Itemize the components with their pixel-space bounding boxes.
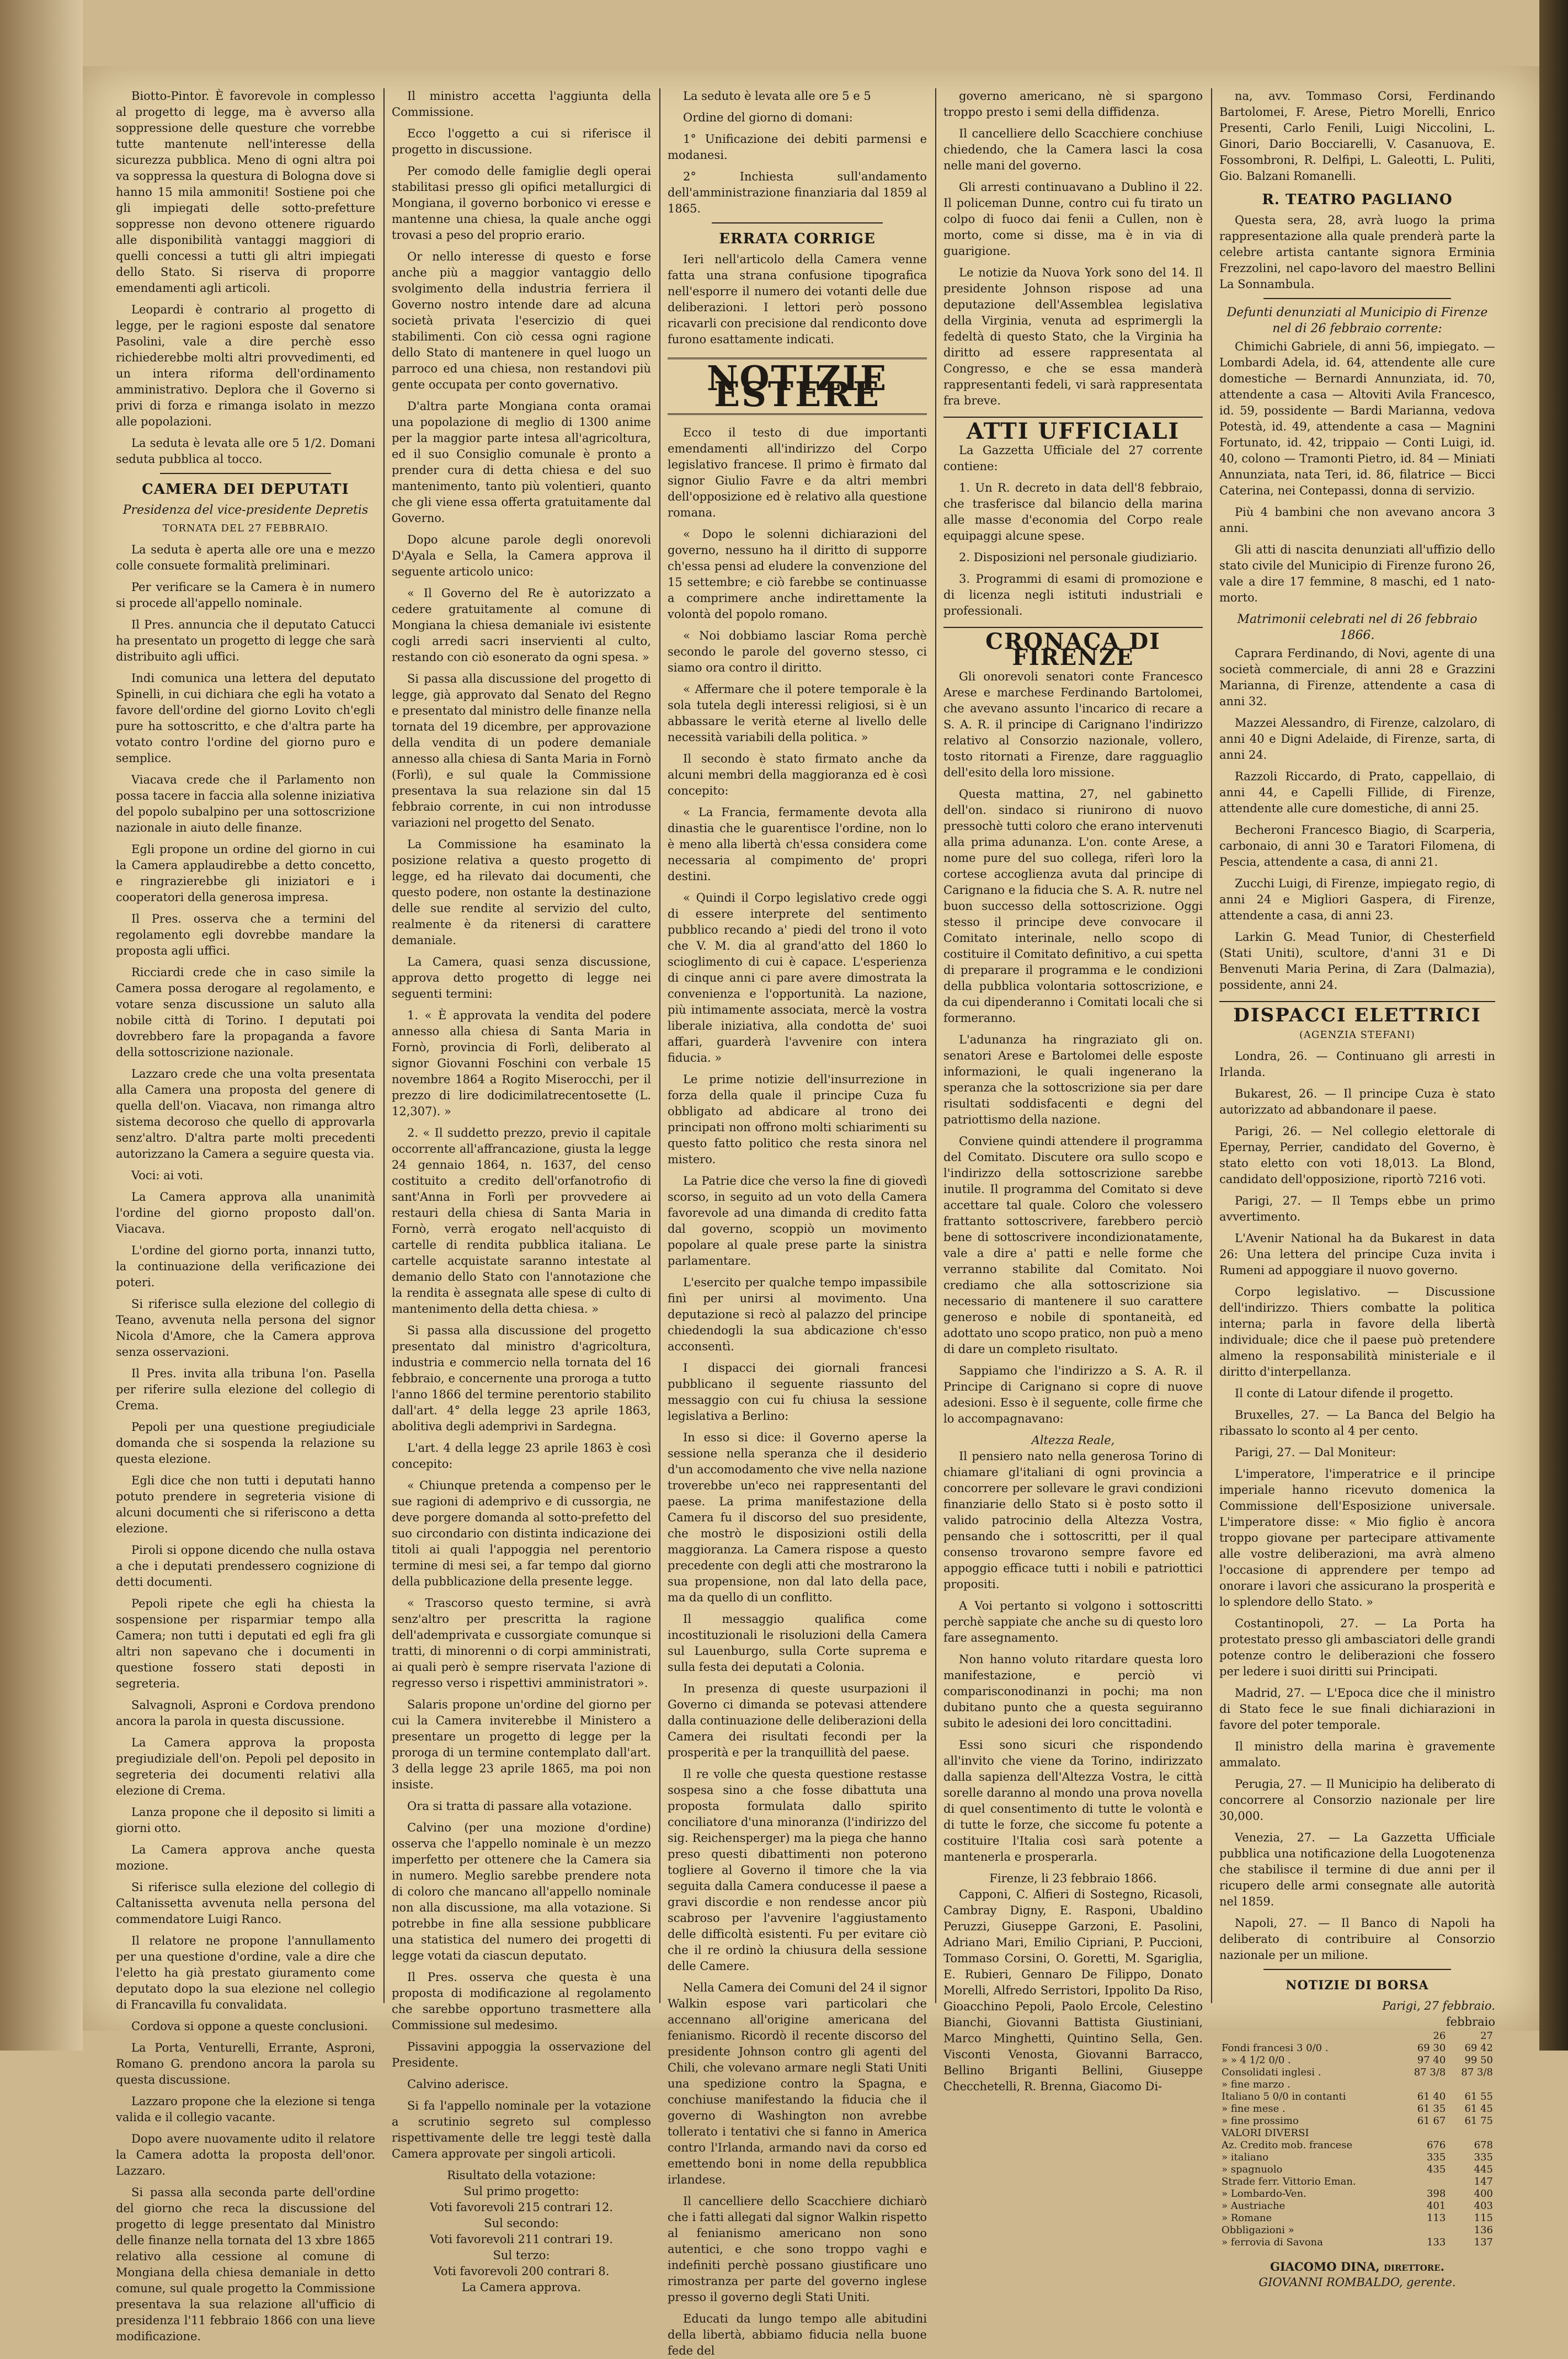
- paragraph: Chimichi Gabriele, di anni 56, impiegato. — Lombardi Adela, id. 64, attendente alle cure domestiche — Bernardi Annunziata, id. 70, attendente a casa — Altoviti Avila Francesco, id. 59, possidente — Bardi Marianna, vedova Potestà, id. 49, attendente a casa — Magnini Fortunato, id. 42, trippaio — Conti Luigi, id. 40, colono — Tramonti Pietro, id. 84 — Miniati Annunziata, nata Teri, id. 86, filatrice — Bicci Caterina, nei Contepassi, donna di servizio.: [1219, 340, 1495, 497]
- row-value: 61 55: [1464, 2091, 1493, 2102]
- paragraph: Larkin G. Mead Tunior, di Chesterfield (Stati Uniti), scultore, d'anni 31 e Di Benvenuti Maria Perina, di Zara (Dalmazia), possidente, anni 24.: [1219, 930, 1495, 992]
- paragraph: Più 4 bambini che non avevano ancora 3 anni.: [1219, 505, 1495, 535]
- table-row: [1219, 2091, 1495, 2103]
- table-row: [1219, 2115, 1495, 2127]
- paragraph: Zucchi Luigi, di Firenze, impiegato regio, di anni 24 e Migliori Gaspera, di Firenze, attendente a casa, di anni 23.: [1219, 877, 1495, 922]
- column-header: 27: [1480, 2030, 1493, 2042]
- column-rule: [383, 88, 385, 2003]
- row-value: [1401, 2176, 1448, 2188]
- florence-chronicle-heading: CRONACA DI FIRENZE: [943, 627, 1203, 665]
- table-row: [1219, 2103, 1495, 2115]
- paragraph: Si passa alla discussione del progetto di legge, già approvato dal Senato del Regno e presentato dal ministro delle finanze nella tornata del 19 dicembre, per approvazione della vendita di un podere demaniale annesso alla chiesa di Santa Maria in Fornò (Forlì), e sul quale la Commissione presentava la sua relazione sin dal 15 febbraio corrente, in cui non introdusse variazioni nel progetto del Senato.: [392, 672, 651, 829]
- row-label: » Austriache: [1222, 2200, 1286, 2212]
- telegrams-heading: DISPACCI ELETTRICI: [1219, 1001, 1495, 1024]
- paragraph: Nella Camera dei Comuni del 24 il signor Walkin espose vari particolari che accennano all'origine americana del fenianismo. Ricordò il recente discorso del presidente Johnson contro gli agenti del Chili, che volevano armare negli Stati Uniti una spedizione contro la Spagna, e conchiuse manifestando la fiducia che il governo di Washington non avrebbe tollerato i tentativi che si fanno in America contro l'Irlanda, armando navi da corso ed emettendo boni in nome della repubblica irlandese.: [668, 1981, 927, 2186]
- paragraph: Cordova si oppone a queste conclusioni.: [131, 2020, 368, 2033]
- column-rule: [1211, 88, 1212, 2003]
- row-label: Italiano 5 0/0 in contanti: [1222, 2091, 1346, 2102]
- row-value: 137: [1474, 2236, 1493, 2248]
- paragraph: Calvino (per una mozione d'ordine) osserva che l'appello nominale è un mezzo imperfetto per ottenere che la Camera sia in numero. Meglio sarebbe prendere nota di coloro che mancano all'appello nominale non alla discussione, ma alla votazione. Si potrebbe in fine alla sessione pubblicare una statistica del numero dei progetti di legge votati da ciascun deputato.: [392, 1821, 651, 1962]
- row-value: 676: [1426, 2139, 1446, 2151]
- dispatch: Parigi, 27. — Dal Moniteur:: [1235, 1446, 1396, 1459]
- vote-line: Voti favorevoli 211 contrari 19.: [429, 2233, 614, 2246]
- row-label: » fine mese .: [1222, 2103, 1286, 2115]
- bourse-heading: NOTIZIE DI BORSA: [1286, 1978, 1429, 1993]
- dispatch: Costantinopoli, 27. — La Porta ha protestato presso gli ambasciatori delle grandi potenze contro le deliberazioni che fossero per ledere i suoi diritti sui Principati.: [1219, 1617, 1495, 1678]
- table-row: [1219, 2042, 1495, 2054]
- vote-line: Sul secondo:: [484, 2217, 559, 2230]
- marriages-heading: Matrimonii celebrati nel di 26 febbraio 1866.: [1237, 613, 1478, 642]
- paragraph: 1. « È approvata la vendita del podere annesso alla chiesa di Santa Maria in Fornò, provincia di Forlì, deliberato al signor Giovanni Foschini con verbale 15 novembre 1864 a Rogito Miserocchi, per il prezzo di lire dodicimilatrecentosette (L. 12,307). »: [392, 1009, 651, 1118]
- signature-block: [1219, 2259, 1495, 2291]
- session-line: TORNATA DEL 27 FEBBRAIO.: [162, 523, 329, 534]
- section-heading: CAMERA DEI DEPUTATI: [142, 481, 349, 498]
- paragraph: Ieri nell'articolo della Camera venne fatta una strana confusione tipografica nell'esporre il numero dei votanti delle due deliberazioni. I lettori però possono ricavarli con precisione dal rendiconto dove furono esattamente indicati.: [668, 253, 927, 346]
- paragraph: La Commissione ha esaminato la posizione relativa a questo progetto di legge, ed ha rilevato dai documenti, che questo podere, non ostante la destinazione delle sue rendite al servizio del culto, realmente è da ritenersi di carattere demaniale.: [392, 838, 651, 947]
- paragraph: In presenza di queste usurpazioni il Governo ci dimanda se potevasi attendere dalla continuazione delle deliberazioni della Camera dei risultati fecondi per la prosperità e per la tranquillità del paese.: [668, 1682, 927, 1759]
- paragraph: Ecco l'oggetto a cui si riferisce il progetto in discussione.: [392, 127, 651, 156]
- errata-heading: ERRATA CORRIGE: [719, 231, 876, 247]
- column-rule: [659, 88, 660, 2003]
- row-label: Az. Credito mob. francese: [1222, 2139, 1353, 2151]
- row-value: [1448, 2127, 1495, 2139]
- vote-line: La Camera approva.: [461, 2281, 582, 2294]
- deaths-heading: Defunti denunziati al Municipio di Firenze nel di 26 febbraio corrente:: [1226, 306, 1488, 336]
- row-value: 61 40: [1417, 2091, 1446, 2102]
- paragraph: « Il Governo del Re è autorizzato a cedere gratuitamente al comune di Mongiana la chiesa demaniale ivi esistente cogli arredi sacri inservienti al culto, restando con ciò esonerato da ogni spesa. »: [392, 587, 651, 664]
- paragraph: « Noi dobbiamo lasciar Roma perchè secondo le parole del governo stesso, ci siamo ora contro il diritto.: [668, 629, 927, 674]
- paragraph: Becheroni Francesco Biagio, di Scarperia, carbonaio, di anni 30 e Taratori Filomena, di Pescia, attendente a casa, di anni 21.: [1219, 823, 1495, 869]
- paragraph: 2. « Il suddetto prezzo, previo il capitale occorrente all'affrancazione, giusta la legge 24 gennaio 1864, n. 1637, del censo costituito a credito dell'orfanotrofio di sant'Anna in Forlì per provvedere ai restauri della chiesa di Santa Maria in Fornò, verrà erogato nell'acquisto di cartelle di rendita pubblica italiana. Le cartelle acquistate saranno intestate al demanio dello Stato con l'annotazione che la rendita è assegnata alle spese di culto di mantenimento della detta chiesa. »: [392, 1126, 651, 1316]
- paragraph: Le notizie da Nuova York sono del 14. Il presidente Johnson rispose ad una deputazione dell'Assemblea legislativa della Virginia, venuta ad esprimergli la fedeltà di questo Stato, che la Virginia ha diritto ad essere rappresentata al Congresso, e che se essa manderà rappresentanti fedeli, vi sarà rappresentata fra breve.: [943, 266, 1203, 407]
- table-row: [1219, 2079, 1495, 2091]
- vote-results: [392, 2168, 651, 2296]
- row-value: [1448, 2079, 1495, 2091]
- paragraph: Il Pres. invita alla tribuna l'on. Pasella per riferire sulla elezione del collegio di Crema.: [116, 1367, 375, 1412]
- row-label: » fine marzo .: [1222, 2079, 1290, 2090]
- paragraph: Il Pres. osserva che questa è una proposta di modificazione al regolamento che sarebbe opportuno trasmettere alla Commissione sul medesimo.: [392, 1971, 651, 2032]
- row-value: 69 30: [1417, 2042, 1446, 2054]
- separator: [1263, 298, 1451, 299]
- table-row: [1219, 2139, 1495, 2152]
- paragraph: La Camera, quasi senza discussione, approva detto progetto di legge nei seguenti termini:: [392, 955, 651, 1000]
- paragraph: Per verificare se la Camera è in numero si procede all'appello nominale.: [116, 581, 375, 610]
- paragraph: Il messaggio qualifica come incostituzionali le risoluzioni della Camera sul Lauenburgo, sulla Corte suprema e sulla festa dei deputati a Colonia.: [668, 1612, 927, 1674]
- row-value: 87 3/8: [1461, 2067, 1493, 2078]
- paragraph: « La Francia, fermamente devota alla dinastia che le guarentisce l'ordine, non lo è meno alla libertà ch'essa considera come necessaria al compimento de' propri destini.: [668, 806, 927, 883]
- paragraph: In esso si dice: il Governo aperse la sessione nella speranza che il desiderio d'un accomodamento che vive nella nazione troverebbe un'eco nei rappresentanti del paese. La prima manifestazione della Camera fu il discorso del suo presidente, che mostrò le disposizioni ostili della maggioranza. La Camera rispose a questo precedente con degli atti che mostrarono la sua propensione, non dal lato della pace, ma da quello di un conflitto.: [668, 1431, 927, 1604]
- dateline: Firenze, li 23 febbraio 1866.: [989, 1872, 1157, 1885]
- paragraph: Or nello interesse di questo e forse anche più a maggior vantaggio dello svolgimento della industria ferriera il Governo nostro intende dare ad alcuna società privata l'esercizio di quei stabilimenti. Con ciò cessa ogni ragione dello Stato di mantenere in quel luogo un parroco ed una chiesa, non restandovi più gente occupata per conto governativo.: [392, 250, 651, 391]
- dispatch: Il ministro della marina è gravemente ammalato.: [1219, 1740, 1495, 1769]
- paragraph: governo americano, nè si spargono troppo presto i semi della diffidenza.: [943, 89, 1203, 119]
- column-rule: [935, 88, 936, 2003]
- paragraph: 1° Unificazione dei debiti parmensi e modanesi.: [668, 132, 927, 162]
- row-value: [1401, 2079, 1448, 2091]
- table-row: [1219, 2176, 1495, 2188]
- paragraph: Ricciardi crede che in caso simile la Camera possa derogare al regolamento, e votare senza discussione un saluto alla nobile città di Torino. I deputati poi dovrebbero fare la propaganda a favore della sottoscrizione nazionale.: [116, 966, 375, 1059]
- row-value: 99 50: [1464, 2054, 1493, 2066]
- paragraph: Si passa alla seconda parte dell'ordine del giorno che reca la discussione del progetto di legge presentato dal Ministro delle finanze nella tornata del 13 xbre 1865 relativo alla cessione al comune di Mongiana della chiesa demaniale in detto comune, sul quale progetto la Commissione presentava la sua relazione all'ufficio di presidenza l'11 febbraio 1866 con una lieve modificazione.: [116, 2186, 375, 2343]
- row-value: 401: [1426, 2200, 1446, 2212]
- row-value: 61 45: [1464, 2103, 1493, 2115]
- column-3: [668, 88, 927, 2357]
- paragraph: Indi comunica una lettera del deputato Spinelli, in cui dichiara che egli ha votato a favore dell'ordine del giorno Lovito ch'egli pure ha sottoscritto, e che d'altra parte ha votato contro l'ordine del giorno puro e semplice.: [116, 672, 375, 765]
- paragraph: D'altra parte Mongiana conta oramai una popolazione di meglio di 1300 anime per la maggior parte intesa all'agricoltura, ed il suo Consiglio comunale è pronto a prender cura di detta chiesa e del suo mantenimento, tanto più volentieri, quanto che gli viene essa offerta gratuitamente dal Governo.: [392, 400, 651, 525]
- director-line: GIACOMO DINA, direttore.: [1270, 2260, 1445, 2273]
- paragraph: 1. Un R. decreto in data dell'8 febbraio, che trasferisce dal bilancio della marina alle masse d'economia del Corpo reale equipaggi alcune spese.: [943, 481, 1203, 542]
- row-label: » Romane: [1222, 2212, 1272, 2224]
- paragraph: Si riferisce sulla elezione del collegio di Caltanissetta avvenuta nella persona del commendatore Luigi Ranco.: [116, 1881, 375, 1926]
- table-row: [1219, 2054, 1495, 2067]
- row-value: 678: [1474, 2139, 1493, 2151]
- row-value: [1401, 2224, 1448, 2236]
- dispatch: Bukarest, 26. — Il principe Cuza è stato autorizzato ad abbandonare il paese.: [1219, 1087, 1495, 1116]
- row-value: 133: [1426, 2236, 1446, 2248]
- paragraph: Egli dice che non tutti i deputati hanno potuto prendere in segreteria visione di alcuni documenti che si riferiscono a detta elezione.: [116, 1474, 375, 1535]
- paragraph: Si riferisce sulla elezione del collegio di Teano, avvenuta nella persona del signor Nicola d'Amore, che la Camera approva senza osservazioni.: [116, 1297, 375, 1359]
- column-header: 26: [1433, 2030, 1446, 2042]
- row-label: Fondi francesi 3 0/0 .: [1222, 2042, 1329, 2054]
- paragraph: Per comodo delle famiglie degli operai stabilitasi presso gli opifici metallurgici di Mongiana, il governo borbonico vi eresse e mantenne una chiesa, la quale anche oggi trovasi a peso del proprio erario.: [392, 164, 651, 242]
- paragraph: I dispacci dei giornali francesi pubblicano il seguente riassunto del messaggio con cui fu chiusa la sessione legislativa a Berlino:: [668, 1361, 927, 1423]
- row-value: 398: [1426, 2188, 1446, 2200]
- table-row: [1219, 2152, 1495, 2164]
- paragraph: Il secondo è stato firmato anche da alcuni membri della maggioranza ed è così concepito:: [668, 752, 927, 797]
- paragraph: Il cancelliere dello Scacchiere conchiuse chiedendo, che la Camera lasci la cosa nelle mani del governo.: [943, 127, 1203, 172]
- official-acts-heading: ATTI UFFICIALI: [943, 417, 1203, 439]
- column-2: [392, 88, 651, 2294]
- paragraph: Il Pres. annuncia che il deputato Catucci ha presentato un progetto di legge che sarà distribuito agli uffici.: [116, 618, 375, 663]
- row-value: 115: [1474, 2212, 1493, 2224]
- paragraph: Si fa l'appello nominale per la votazione a scrutinio segreto sul complesso rispettivamente delle tre leggi testè dalla Camera approvate per singoli articoli.: [392, 2099, 651, 2160]
- row-value: 113: [1426, 2212, 1446, 2224]
- bourse-month: febbraio: [1446, 2015, 1495, 2028]
- table-row: [1219, 2067, 1495, 2079]
- paragraph: Il pensiero nato nella generosa Torino di chiamare gl'italiani di ogni provincia a concorrere per sollevare le gravi condizioni finanziarie dello Stato si è posto sotto il valido patrocinio della Altezza Vostra, pensando che i sottoscritti, per il qual consenso trovarono sempre favore ed appoggio efficace tutti i nobili e patriottici propositi.: [943, 1450, 1203, 1591]
- paragraph: Egli propone un ordine del giorno in cui la Camera applaudirebbe a detto concetto, e ringrazierebbe gli iniziatori e i cooperatori della generosa impresa.: [116, 843, 375, 904]
- vote-line: Voti favorevoli 215 contrari 12.: [429, 2201, 614, 2214]
- paragraph: Il Pres. osserva che a termini del regolamento egli dovrebbe mandare la proposta agli uffici.: [116, 912, 375, 957]
- separator: [160, 473, 331, 474]
- vote-line: Voti favorevoli 200 contrari 8.: [433, 2265, 610, 2278]
- dispatch: Perugia, 27. — Il Municipio ha deliberato di concorrere al Consorzio nazionale per lire 30,000.: [1219, 1777, 1495, 1823]
- paragraph: Ordine del giorno di domani:: [683, 111, 853, 124]
- paragraph: Calvino aderisce.: [407, 2078, 509, 2091]
- dispatch: L'imperatore, l'imperatrice e il principe imperiale hanno ricevuto domenica la Commissione dell'Esposizione universale. L'imperatore disse: « Mio figlio è ancora troppo giovane per partecipare attivamente alle vostre deliberazioni, ma avrà almeno l'occasione di apprendere per tempo ad onorare i lavori che assicurano la prosperità e lo splendore dello Stato. »: [1219, 1467, 1495, 1609]
- row-value: 403: [1474, 2200, 1493, 2212]
- paragraph: Dopo alcune parole degli onorevoli D'Ayala e Sella, la Camera approva il seguente articolo unico:: [392, 533, 651, 578]
- row-label: » fine prossimo: [1222, 2115, 1299, 2127]
- row-label: Consolidati inglesi .: [1222, 2067, 1321, 2078]
- theatre-heading: R. TEATRO PAGLIANO: [1262, 191, 1453, 208]
- row-value: 435: [1426, 2164, 1446, 2175]
- paragraph: « Dopo le solenni dichiarazioni del governo, nessuno ha il diritto di supporre ch'essa pensi ad eludere la convenzione del 15 settembre; e ciò farebbe se continuasse a comprimere anche indirettamente la volontà del popolo romano.: [668, 528, 927, 621]
- paragraph: « Trascorso questo termine, si avrà senz'altro per prescritta la ragione dell'ademprivata e cussorgiate comunque si tratti, di minorenni o di corpi amministrati, ai quali però è sempre riservata l'azione di regresso verso i rispettivi amministratori ».: [392, 1596, 651, 1690]
- paragraph: Dopo avere nuovamente udito il relatore la Camera adotta la proposta dell'onor. Lazzaro.: [116, 2132, 375, 2177]
- paragraph: 2° Inchiesta sull'andamento dell'amministrazione finanziaria dal 1859 al 1865.: [668, 170, 927, 215]
- row-value: 87 3/8: [1414, 2067, 1446, 2078]
- bourse-date: Parigi, 27 febbraio.: [1382, 1999, 1495, 2012]
- paragraph: Ora si tratta di passare alla votazione.: [407, 1799, 632, 1813]
- paragraph: « Chiunque pretenda a compenso per le sue ragioni di ademprivo e di cussorgia, ne deve porgere domanda al sotto-prefetto del suo circondario con distinta indicazione dei titoli ai quali l'appoggia nel perentorio termine di mesi sei, a far tempo dal giorno della pubblicazione della presente legge.: [392, 1479, 651, 1588]
- paragraph: 2. Disposizioni nel personale giudiziario.: [959, 551, 1198, 564]
- paragraph: Il re volle che questa questione restasse sospesa sino a che fosse dibattuta una proposta formulata dallo spirito conciliatore d'una minoranza (l'indirizzo del sig. Reichensperger) ma la piega che hanno preso questi dibattimenti non poterono togliere al Governo il timore che la via seguita dalla Camera conducesse il paese a gravi discordie e non rendesse ancor più scabroso per l'avvenire l'aggiustamento delle difficoltà esistenti. Fu per evitare ciò che il re ordinò la chiusura della sessione delle Camere.: [668, 1767, 927, 1973]
- paragraph: Gli arresti continuavano a Dublino il 22. Il policeman Dunne, contro cui fu tirato un colpo di fuoco dai fenii a Cullen, non è morto, come si disse, ma è in via di guarigione.: [943, 180, 1203, 258]
- bourse-table: [1219, 2030, 1495, 2249]
- dispatch: Parigi, 27. — Il Temps ebbe un primo avvertimento.: [1219, 1194, 1495, 1223]
- row-value: 400: [1474, 2188, 1493, 2200]
- salutation: Altezza Reale,: [1031, 1434, 1115, 1447]
- dispatch: L'Avenir National ha da Bukarest in data 26: Una lettera del principe Cuza invita i Rumeni ad appoggiare il nuovo governo.: [1219, 1232, 1495, 1277]
- paragraph: Caprara Ferdinando, di Novi, agente di una società commerciale, di anni 28 e Grazzini Marianna, di Firenze, attendente a casa di anni 32.: [1219, 647, 1495, 708]
- row-value: 69 42: [1464, 2042, 1493, 2054]
- paragraph: Conviene quindi attendere il programma del Comitato. Discutere ora sullo scopo e l'indirizzo della sottoscrizione sarebbe inutile. Il programma del Comitato si deve accettare tal quale. Coloro che volessero frattanto sottoscrivere, farebbero perciò bene di sottoscrivere incondizionatamente, vale a dire a' patti e nelle forme che verranno stabilite dal Comitato. Noi crediamo che alla sottoscrizione sia necessario di mantenere il suo carattere generoso e nobile di spontaneità, ed adottato uno scopo pratico, non può a meno di dare un completo risultato.: [943, 1135, 1203, 1356]
- row-value: 97 40: [1417, 2054, 1446, 2066]
- row-value: 61 67: [1417, 2115, 1446, 2127]
- table-row: [1219, 2188, 1495, 2200]
- paragraph: Il ministro accetta l'aggiunta della Commissione.: [392, 89, 651, 119]
- paragraph: Pepoli per una questione pregiudiciale domanda che si sospenda la relazione su questa elezione.: [116, 1420, 375, 1466]
- paragraph: na, avv. Tommaso Corsi, Ferdinando Bartolomei, F. Arese, Pietro Morelli, Enrico Presenti, Carlo Fenili, Luigi Niccolini, L. Ginori, Dario Bocciarelli, V. Casanuova, E. Fossombroni, R. Delfipi, L. Galeotti, L. Puliti, Gio. Balzani Romanelli.: [1219, 89, 1495, 183]
- paragraph: Il cancelliere dello Scacchiere dichiarò che i fatti allegati dal signor Walkin rispetto al fenianismo americano non sono autentici, e che sono troppo vaghi e indefiniti perchè possano giustificare uno rimostranza per parte del governo inglese presso il governo degli Stati Uniti.: [668, 2195, 927, 2304]
- left-page-edge: [0, 0, 83, 2051]
- table-row: [1219, 2212, 1495, 2224]
- dispatch: Parigi, 26. — Nel collegio elettorale di Epernay, Perrier, candidato del Governo, è stato eletto con voti 18,013. La Blond, candidato dell'opposizione, riportò 7216 voti.: [1219, 1125, 1495, 1186]
- paragraph: Le prime notizie dell'insurrezione in forza della quale il principe Cuza fu obbligato ad abdicare al trono dei principati non offrono molti schiarimenti su questo fatto politico che resta sinora nel mistero.: [668, 1073, 927, 1166]
- dispatch: Il conte di Latour difende il progetto.: [1235, 1387, 1454, 1400]
- foreign-news-heading: NOTIZIE ESTERE: [668, 358, 927, 415]
- right-page-edge: [1539, 0, 1568, 2051]
- presidency-line: Presidenza del vice-presidente Depretis: [122, 503, 369, 517]
- paragraph: La seduta è aperta alle ore una e mezzo colle consuete formalità preliminari.: [116, 543, 375, 572]
- table-row: [1219, 2127, 1495, 2139]
- row-label: VALORI DIVERSI: [1222, 2127, 1309, 2139]
- paragraph: Sappiamo che l'indirizzo a S. A. R. il Principe di Carignano si copre di nuove adesioni. Esso è il seguente, colle firme che lo accompagnavano:: [943, 1364, 1203, 1425]
- separator: [712, 222, 883, 223]
- paragraph: Gli atti di nascita denunziati all'uffizio dello stato civile del Municipio di Firenze furono 26, vale a dire 17 femmine, 8 maschi, ed 1 nato-morto.: [1219, 543, 1495, 604]
- paragraph: La Camera approva anche questa mozione.: [116, 1843, 375, 1872]
- paragraph: La seduta è levata alle ore 5 1/2. Domani seduta pubblica al tocco.: [116, 436, 375, 466]
- newspaper-page: [83, 66, 1539, 2357]
- paragraph: Viacava crede che il Parlamento non possa tacere in faccia alla solenne iniziativa del popolo subalpino per una sottoscrizione nazionale in aiuto delle finanze.: [116, 773, 375, 834]
- row-value: 147: [1474, 2176, 1493, 2187]
- paragraph: Razzoli Riccardo, di Prato, cappellaio, di anni 44, e Capelli Fillide, di Firenze, attendente alle cure domestiche, di anni 25.: [1219, 770, 1495, 815]
- row-label: » italiano: [1222, 2152, 1269, 2163]
- paragraph: Leopardi è contrario al progetto di legge, per le ragioni esposte dal senatore Pasolini, vale a dire perchè esso richiederebbe molti altri provvedimenti, ed un intera riforma dell'ordinamento amministrativo. Deplora che il Governo si privi di forza e rimanga isolato in mezzo alle popolazioni.: [116, 303, 375, 428]
- paragraph: Salvagnoli, Asproni e Cordova prendono ancora la parola in questa discussione.: [116, 1698, 375, 1728]
- paragraph: La Gazzetta Ufficiale del 27 corrente contiene:: [943, 444, 1203, 473]
- dispatch: Napoli, 27. — Il Banco di Napoli ha deliberato di contribuire al Consorzio nazionale per un milione.: [1219, 1916, 1495, 1962]
- table-header-row: [1219, 2030, 1495, 2042]
- paragraph: « Affermare che il potere temporale è la sola tutela degli interessi religiosi, si è un abbassare le verità eterne al livello delle necessità variabili della politica. »: [668, 683, 927, 744]
- telegrams-agency: (AGENZIA STEFANI): [1299, 1029, 1415, 1041]
- row-label: » » 4 1/2 0/0 .: [1222, 2054, 1291, 2066]
- paragraph: Voci: ai voti.: [131, 1169, 204, 1182]
- row-label: Strade ferr. Vittorio Eman.: [1222, 2176, 1356, 2187]
- row-label: » ferrovia di Savona: [1222, 2236, 1323, 2248]
- table-row: [1219, 2224, 1495, 2236]
- paragraph: Essi sono sicuri che rispondendo all'invito che viene da Torino, indirizzato dalla sapienza dell'Altezza Vostra, le città sorelle daranno al mondo una prova novella di quel consentimento di tutte le volontà e di tutte le forze, che siccome fu potente a costituire l'Italia così sarà potente a mantenerla e prosperarla.: [943, 1738, 1203, 1863]
- paragraph: Questa sera, 28, avrà luogo la prima rappresentazione alla quale prenderà parte la celebre artista cantante signora Erminia Frezzolini, nel capo-lavoro del maestro Bellini La Sonnambula.: [1219, 214, 1495, 291]
- paragraph: 3. Programmi di esami di promozione e di licenza negli istituti industriali e professionali.: [943, 572, 1203, 617]
- row-value: 335: [1426, 2152, 1446, 2163]
- paragraph: Il relatore ne propone l'annullamento per una questione d'ordine, vale a dire che l'eletto ha già prestato giuramento come deputato dopo la sua elezione nel collegio di Francavilla fu convalidata.: [116, 1934, 375, 2011]
- table-row: [1219, 2200, 1495, 2212]
- paragraph: L'art. 4 della legge 23 aprile 1863 è così concepito:: [392, 1441, 651, 1471]
- row-value: 61 75: [1464, 2115, 1493, 2127]
- row-label: » spagnuolo: [1222, 2164, 1283, 2175]
- manager-line: GIOVANNI ROMBALDO, gerente.: [1258, 2276, 1456, 2289]
- paragraph: Lanza propone che il deposito si limiti a giorni otto.: [116, 1806, 375, 1835]
- vote-line: Sul primo progetto:: [463, 2185, 579, 2198]
- paragraph: Gli onorevoli senatori conte Francesco Arese e marchese Ferdinando Bartolomei, che avevano assunto l'incarico di recare a S. A. R. il principe di Carignano l'indirizzo relativo al Consorzio nazionale, vollero, tosto ritornati a Firenze, dare ragguaglio dell'esito della loro missione.: [943, 670, 1203, 779]
- paragraph: La Porta, Venturelli, Errante, Asproni, Romano G. prendono ancora la parola su questa discussione.: [116, 2041, 375, 2086]
- row-value: 445: [1474, 2164, 1493, 2175]
- vote-line: Risultato della votazione:: [447, 2169, 596, 2182]
- table-row: [1219, 2164, 1495, 2176]
- dispatch: Londra, 26. — Continuano gli arresti in Irlanda.: [1219, 1050, 1495, 1079]
- table-row: [1219, 2236, 1495, 2249]
- paragraph: La Camera approva la proposta pregiudiziale dell'on. Pepoli pel deposito in segreteria dei documenti relativi alla elezione di Crema.: [116, 1736, 375, 1797]
- paragraph: Salaris propone un'ordine del giorno per cui la Camera inviterebbe il Ministero a presentare un progetto di legge per la proroga di un termine contemplato dall'art. 3 della legge 23 aprile 1865, ma poi non insiste.: [392, 1698, 651, 1791]
- vote-line: Sul terzo:: [493, 2249, 550, 2262]
- dispatch: Madrid, 27. — L'Epoca dice che il ministro di Stato fece le sue finali dichiarazioni in favore del poter temporale.: [1219, 1686, 1495, 1732]
- paragraph: L'ordine del giorno porta, innanzi tutto, la continuazione della verificazione dei poteri.: [116, 1244, 375, 1289]
- paragraph: Non hanno voluto ritardare questa loro manifestazione, e perciò vi comparisconodinanzi in pochi; ma non dubitano punto che a questa seguiranno subito le adesioni dei loro concittadini.: [943, 1653, 1203, 1730]
- column-5: [1219, 88, 1495, 2289]
- paragraph: Biotto-Pintor. È favorevole in complesso al progetto di legge, ma è avverso alla soppressione delle questure che vorrebbe tutte mantenute nell'interesse della sicurezza pubblica. Meno di ogni altra poi va soppressa la questura di Bologna dove si hanno 15 mila ammoniti! Sostiene poi che gli impiegati delle sotto-prefetture soppresse non devono ottenere riguardo alle disponibilità vantaggi maggiori di quelli concessi a tutti gli altri impiegati dello Stato. Si riserva di proporre emendamenti agli articoli.: [116, 89, 375, 295]
- signatories: Capponi, C. Alfieri di Sostegno, Ricasoli, Cambray Digny, E. Rasponi, Ubaldino Peruzzi, Giuseppe Garzoni, E. Pasolini, Adriano Mari, Emilio Cipriani, P. Puccioni, Tommaso Corsini, O. Goretti, M. Sgariglia, E. Rubieri, Gennaro De Filippo, Donato Morelli, Alfredo Serristori, Ippolito Da Riso, Gioacchino Pepoli, Paolo Ercole, Celestino Bianchi, Giovanni Battista Giustiniani, Marco Minghetti, Quintino Sella, Gen. Visconti Venosta, Giovanni Barracco, Bellino Briganti Bellini, Giuseppe Checchetelli, R. Brenna, Giacomo Di-: [943, 1888, 1203, 2093]
- separator: [1263, 1969, 1451, 1970]
- row-value: 61 35: [1417, 2103, 1446, 2115]
- paragraph: Questa mattina, 27, nel gabinetto dell'on. sindaco si riunirono di nuovo pressochè tutti coloro che erano intervenuti alla prima adunanza. L'on. conte Arese, a nome pure del suo collega, riferì loro la cortese accoglienza avuta dal principe di Carignano e la fiducia che S. A. R. nutre nel buon successo della sottoscrizione. Oggi stesso il principe deve convocare il Comitato interinale, nello scopo di costituire il Comitato definitivo, a cui spetta di preparare il programma e le condizioni della pubblica volontaria sottoscrizione, e da cui dipenderanno i Comitati locali che si formeranno.: [943, 787, 1203, 1025]
- dispatch: Corpo legislativo. — Discussione dell'indirizzo. Thiers combatte la politica interna; parla in favore della libertà individuale; dice che il paese può pretendere almeno la responsabilità ministeriale e il diritto d'interpellanza.: [1219, 1285, 1495, 1378]
- paragraph: Educati da lungo tempo alle abitudini della libertà, abbiamo fiducia nella buone fede del: [668, 2312, 927, 2357]
- row-value: 136: [1474, 2224, 1493, 2236]
- paragraph: Lazzaro crede che una volta presentata alla Camera una proposta del genere di quella dell'on. Viacava, non rimanga altro sistema decoroso che quello di approvarla senz'altro. D'altra parte molti precedenti autorizzano la Camera a seguire questa via.: [116, 1067, 375, 1160]
- paragraph: La Patrie dice che verso la fine di giovedì scorso, in seguito ad un voto della Camera favorevole ad una dimanda di credito fatta dal governo, scoppiò un movimento popolare al quale prese parte la sinistra parlamentare.: [668, 1174, 927, 1268]
- row-label: Obbligazioni »: [1222, 2224, 1294, 2236]
- paragraph: Piroli si oppone dicendo che nulla ostava a che i deputati prendessero cognizione di detti documenti.: [116, 1543, 375, 1589]
- row-value: [1401, 2127, 1448, 2139]
- paragraph: Si passa alla discussione del progetto presentato dal ministro d'agricoltura, industria e commercio nella tornata del 16 febbraio, e concernente una proroga a tutto l'anno 1866 del termine perentorio stabilito dall'art. 4° della legge 23 aprile 1863, abolitiva degli ademprivi in Sardegna.: [392, 1324, 651, 1433]
- paragraph: A Voi pertanto si volgono i sottoscritti perchè sappiate che anche su di questo loro fare assegnamento.: [943, 1599, 1203, 1644]
- paragraph: Lazzaro propone che la elezione si tenga valida e il collegio vacante.: [116, 2095, 375, 2124]
- row-label: » Lombardo-Ven.: [1222, 2188, 1306, 2200]
- bourse-body: [1219, 2042, 1495, 2249]
- dispatch: Venezia, 27. — La Gazzetta Ufficiale pubblica una notificazione della Luogotenenza che stabilisce il termine di due anni per il ricupero delle armi consegnate alle autorità nel 1859.: [1219, 1831, 1495, 1908]
- paragraph: La Camera approva alla unanimità l'ordine del giorno proposto dall'on. Viacava.: [116, 1190, 375, 1236]
- column-4: [943, 88, 1203, 2093]
- paragraph: Pepoli ripete che egli ha chiesta la sospensione per risparmiar tempo alla Camera; non tutti i deputati ed egli fra gli altri non sapevano che i documenti in questione fossero stati deposti in segreteria.: [116, 1597, 375, 1690]
- paragraph: L'esercito per qualche tempo impassibile finì per unirsi al movimento. Una deputazione si recò al palazzo del principe chiedendogli la sua abdicazione ch'esso acconsentì.: [668, 1276, 927, 1353]
- paragraph: Pissavini appoggia la osservazione del Presidente.: [392, 2040, 651, 2069]
- paragraph: Mazzei Alessandro, di Firenze, calzolaro, di anni 40 e Digni Adelaide, di Firenze, sarta, di anni 24.: [1219, 716, 1495, 762]
- paragraph: L'adunanza ha ringraziato gli on. senatori Arese e Bartolomei delle esposte informazioni, le quali ingenerano la speranza che la sottoscrizione sia per dare risultati soddisfacenti e degni del patriottismo della nazione.: [943, 1033, 1203, 1126]
- row-value: 335: [1474, 2152, 1493, 2163]
- column-1: [116, 88, 375, 2343]
- paragraph: La seduto è levata alle ore 5 e 5: [683, 89, 871, 103]
- paragraph: Ecco il testo di due importanti emendamenti all'indirizzo del Corpo legislativo francese. Il primo è firmato dal signor Giulio Favre e da altri membri dell'opposizione ed è relativo alla questione romana.: [668, 426, 927, 519]
- dispatch: Bruxelles, 27. — La Banca del Belgio ha ribassato lo sconto al 4 per cento.: [1219, 1408, 1495, 1437]
- paragraph: « Quindi il Corpo legislativo crede oggi di essere interprete del sentimento pubblico recando a' piedi del trono il voto che V. M. dia al grand'atto del 1860 lo scioglimento di cui è capace. L'esperienza di cinque anni ci pare avere dimostrata la convenienza e l'opportunità. La nazione, più intimamente associata, mercè la vostra liberale iniziativa, alla condotta de' suoi affari, guarderà l'avvenire con intera fiducia. »: [668, 891, 927, 1064]
